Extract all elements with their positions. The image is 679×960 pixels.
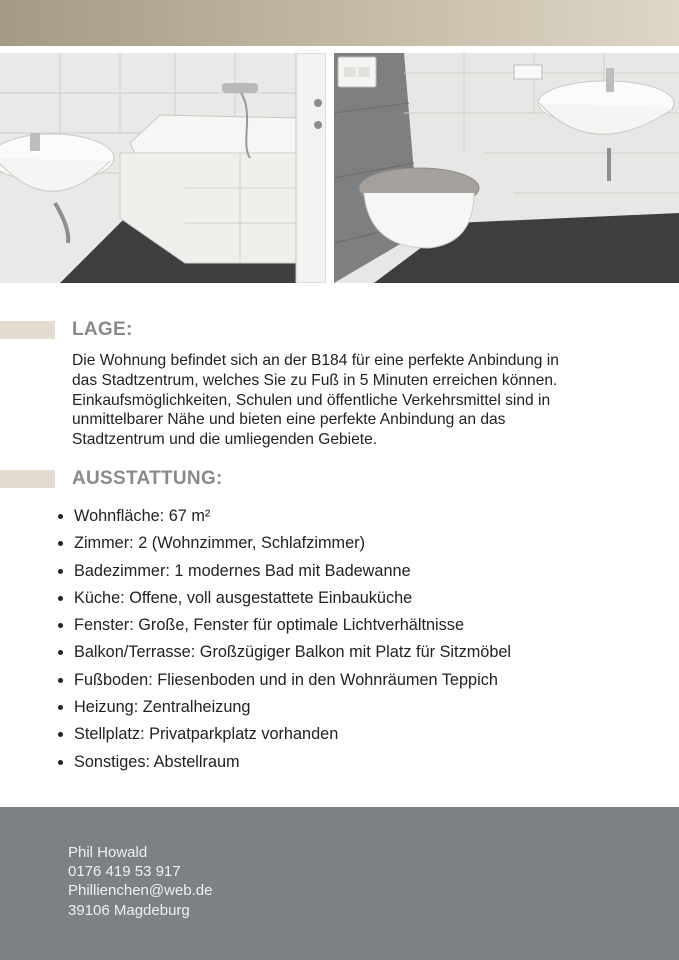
feature-item-badezimmer: • Badezimmer: 1 modernes Bad mit Badewanne [74,558,511,585]
contact-block [68,843,213,920]
feature-item-kueche: • Küche: Offene, voll ausgestattete Einbauküche [74,585,511,612]
feature-item-wohnflaeche: • Wohnfläche: 67 m² [74,503,511,530]
photo-bathroom-toilet [334,53,679,283]
feature-item-sonstiges: • Sonstiges: Abstellraum [74,749,511,776]
feature-list [52,503,511,776]
ausstattung-accent-bar [0,470,55,488]
lage-description: Die Wohnung befindet sich an der B184 für eine perfekte Anbindung in das Stadtzentrum, welches Sie zu Fuß in 5 Minuten erreichen können. Einkaufsmöglichkeiten, Schulen und öffentliche Verkehrsmittel sind in unmittelbarer Nähe und bieten eine perfekte Anbindung an das Stadtzentrum und die umliegenden Gebiete. [72,352,559,449]
feature-item-balkon: • Balkon/Terrasse: Großzügiger Balkon mit Platz für Sitzmöbel [74,639,511,666]
ausstattung-heading: AUSSTATTUNG: [72,468,223,489]
contact-phone: 0176 419 53 917 [68,863,181,881]
photo-bathroom-bathtub [0,53,326,283]
feature-item-heizung: • Heizung: Zentralheizung [74,694,511,721]
feature-item-stellplatz: • Stellplatz: Privatparkplatz vorhanden [74,721,511,748]
feature-item-fenster: • Fenster: Große, Fenster für optimale Lichtverhältnisse [74,612,511,639]
lage-heading: LAGE: [72,319,133,340]
lage-accent-bar [0,321,55,339]
contact-name: Phil Howald [68,844,148,861]
feature-item-zimmer: • Zimmer: 2 (Wohnzimmer, Schlafzimmer) [74,530,511,557]
feature-item-fussboden: • Fußboden: Fliesenboden und in den Wohnräumen Teppich [74,667,511,694]
top-banner [0,0,679,46]
contact-city: 39106 Magdeburg [68,901,190,919]
contact-email: Phillienchen@web.de [68,882,213,900]
